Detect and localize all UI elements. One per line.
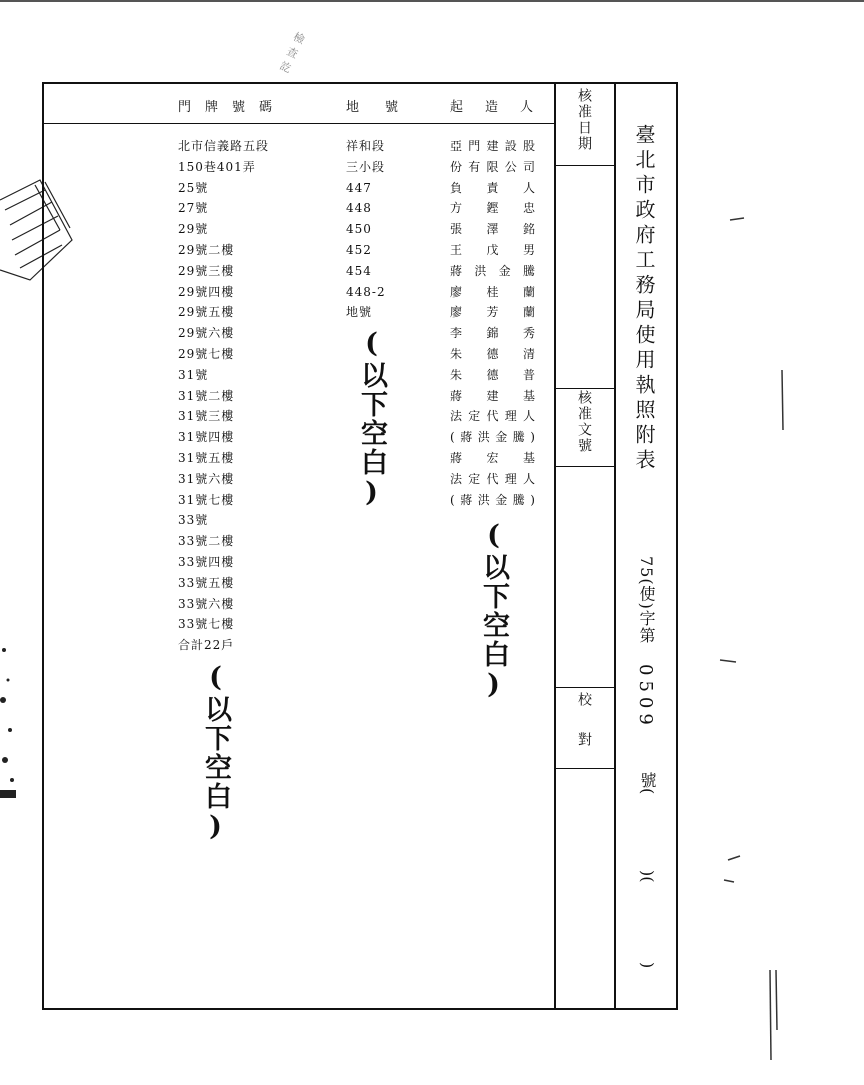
- door-number-cell: 33號五樓: [178, 575, 235, 590]
- builder-cell: 蔣洪金騰: [450, 263, 535, 278]
- builder-cell: 法定代理人: [450, 471, 535, 486]
- door-number-cell: 31號二樓: [178, 388, 235, 403]
- door-number-cell: 27號: [178, 201, 209, 216]
- header-builder: 起造人: [450, 100, 556, 115]
- frame-top: [42, 82, 678, 84]
- approve-no-label: 核准文號: [576, 390, 592, 454]
- door-number-cell: 33號六樓: [178, 596, 235, 611]
- builder-cell: 朱德清: [450, 347, 535, 361]
- door-number-cell: 33號二樓: [178, 534, 235, 549]
- side-divider-3: [555, 466, 615, 467]
- land-number-cell: 447: [346, 180, 372, 195]
- side-divider-2: [555, 388, 615, 389]
- door-number-cell: 33號七樓: [178, 617, 235, 632]
- builder-cell: 廖桂蘭: [450, 284, 535, 299]
- right-margin-specks: [700, 200, 800, 1060]
- blank-mark-builder: (以下空白): [478, 520, 509, 702]
- door-number-cell: 25號: [178, 180, 209, 195]
- builder-cell: 亞門建設股: [450, 139, 535, 153]
- door-number-cell: 29號四樓: [178, 284, 235, 299]
- land-number-cell: 450: [346, 222, 372, 237]
- frame-right: [676, 82, 678, 1009]
- proofread-label: 校對: [576, 692, 592, 772]
- door-number-cell: 29號七樓: [178, 347, 235, 361]
- door-number-cell: 29號: [178, 222, 209, 237]
- blank-mark-land: (以下空白): [356, 328, 387, 510]
- land-number-cell: 454: [346, 263, 372, 278]
- builder-cell: 法定代理人: [450, 409, 535, 424]
- header-door-no: 門牌號碼: [178, 100, 287, 115]
- left-edge-noise: [0, 640, 18, 810]
- form-number: 0509: [635, 664, 656, 730]
- door-number-cell: 150巷401弄: [178, 159, 256, 174]
- form-title: 臺北市政府工務局使用執照附表: [632, 124, 656, 474]
- builder-cell: 朱德普: [450, 367, 535, 382]
- door-number-cell: 33號: [178, 513, 209, 528]
- door-number-cell: 31號: [178, 367, 209, 382]
- door-number-cell: 31號三樓: [178, 409, 235, 424]
- door-number-cell: 31號七樓: [178, 492, 235, 507]
- blank-mark-door: (以下空白): [200, 662, 231, 844]
- side-col-divider: [614, 82, 616, 1009]
- builder-cell: 廖芳蘭: [450, 305, 535, 320]
- header-land-no: 地號: [346, 100, 425, 115]
- door-number-cell: 29號二樓: [178, 243, 235, 257]
- door-number-cell: 31號四樓: [178, 430, 235, 445]
- door-number-cell: 北市信義路五段: [178, 139, 270, 153]
- builder-cell: 李錦秀: [450, 326, 535, 341]
- builder-cell: 負責人: [450, 180, 535, 195]
- door-number-cell: 29號五樓: [178, 305, 235, 320]
- builder-cell: (蔣洪金騰): [450, 492, 535, 507]
- land-number-cell: 地號: [346, 305, 373, 320]
- faint-stamp: 檢 查 訖: [277, 30, 307, 76]
- door-number-cell: 29號三樓: [178, 263, 235, 278]
- builder-cell: (蔣洪金騰): [450, 430, 535, 445]
- builder-cell: 張澤銘: [450, 222, 535, 237]
- form-number-prefix: 75(使)字第: [637, 556, 656, 644]
- land-number-cell: 448-2: [346, 284, 386, 299]
- builder-cell: 份有限公司: [450, 159, 535, 174]
- door-number-cell: 合計22戶: [178, 638, 235, 653]
- frame-bottom: [42, 1008, 678, 1010]
- form-paren-1: )(: [638, 870, 657, 883]
- builder-cell: 蔣建基: [450, 388, 535, 403]
- builder-cell: 方鏗忠: [450, 201, 535, 216]
- builder-cell: 蔣宏基: [450, 451, 535, 465]
- builder-cell: 王戊男: [450, 243, 535, 257]
- side-divider-1: [555, 165, 615, 166]
- land-number-cell: 452: [346, 243, 372, 257]
- side-divider-4: [555, 687, 615, 688]
- torn-corner-artifact: [0, 170, 80, 300]
- land-number-cell: 祥和段: [346, 139, 386, 153]
- approve-date-label: 核准日期: [576, 88, 592, 152]
- door-number-cell: 31號六樓: [178, 471, 235, 486]
- door-number-cell: 31號五樓: [178, 451, 235, 465]
- land-number-cell: 三小段: [346, 159, 386, 174]
- frame-left: [42, 82, 44, 1009]
- form-number-suffix: 號(: [638, 772, 657, 795]
- land-number-cell: 448: [346, 201, 372, 216]
- header-divider: [42, 123, 555, 124]
- main-right-border: [554, 82, 556, 1009]
- form-paren-2: ): [638, 962, 657, 969]
- door-number-cell: 33號四樓: [178, 555, 235, 569]
- door-number-cell: 29號六樓: [178, 326, 235, 341]
- top-scan-edge: [0, 0, 864, 2]
